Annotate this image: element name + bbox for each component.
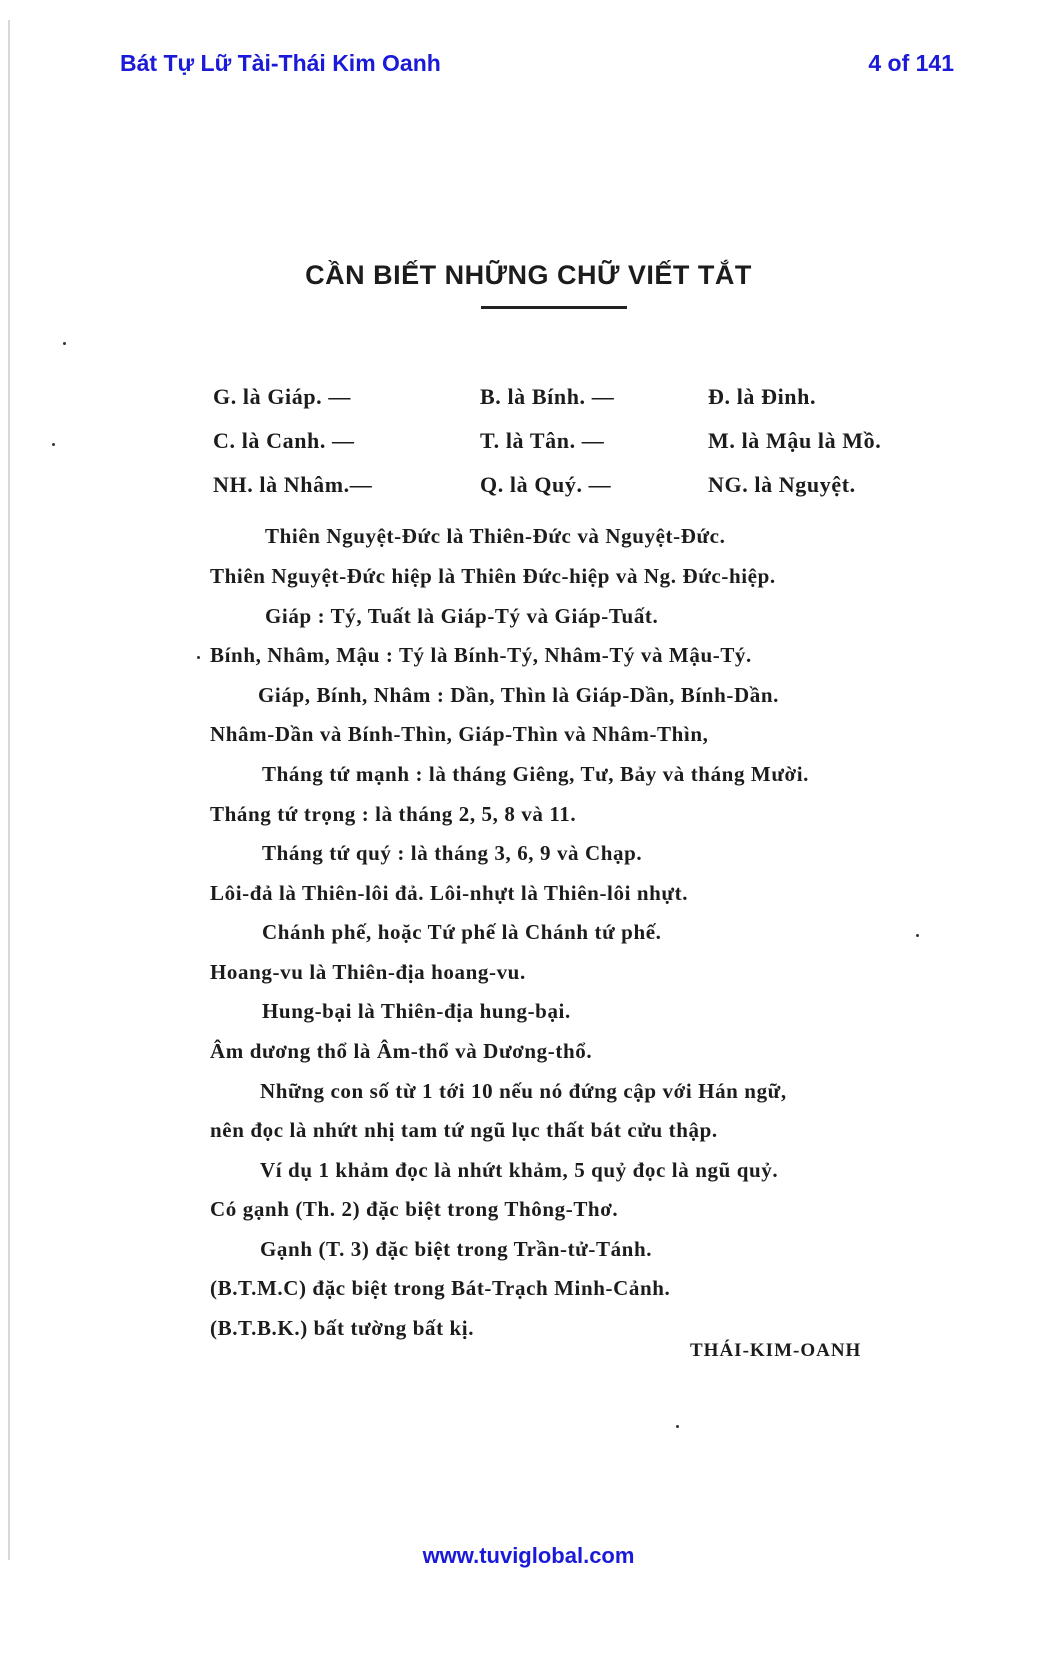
body-line: Tháng tứ trọng : là tháng 2, 5, 8 và 11.	[210, 802, 577, 826]
abbr-canh: C. là Canh. —	[213, 428, 355, 453]
scan-speck	[676, 1425, 679, 1428]
abbr-quy: Q. là Quý. —	[480, 472, 612, 497]
abbr-mau: M. là Mậu là Mồ.	[708, 428, 882, 453]
page-edge-shadow	[8, 20, 10, 1560]
body-line: Thiên Nguyệt-Đức là Thiên-Đức và Nguyệt-Đức.	[265, 524, 726, 548]
abbr-dinh: Đ. là Đinh.	[708, 384, 817, 409]
abbr-binh: B. là Bính. —	[480, 384, 615, 409]
scan-speck	[916, 934, 919, 937]
abbr-tan: T. là Tân. —	[480, 428, 605, 453]
body-line: nên đọc là nhứt nhị tam tứ ngũ lục thất bát cửu thập.	[210, 1118, 718, 1142]
footer-url: www.tuviglobal.com	[422, 1543, 635, 1568]
body-line: Tháng tứ mạnh : là tháng Giêng, Tư, Bảy và tháng Mười.	[262, 762, 810, 786]
body-line: (B.T.B.K.) bất tường bất kị.	[210, 1316, 475, 1340]
body-line: (B.T.M.C) đặc biệt trong Bát-Trạch Minh-Cảnh.	[210, 1276, 671, 1300]
body-line: Lôi-đả là Thiên-lôi đả. Lôi-nhựt là Thiên-lôi nhựt.	[210, 881, 689, 905]
body-line: Tháng tứ quý : là tháng 3, 6, 9 và Chạp.	[262, 841, 643, 865]
body-line: Hoang-vu là Thiên-địa hoang-vu.	[210, 960, 526, 984]
scan-speck	[52, 443, 55, 446]
body-line: Có gạnh (Th. 2) đặc biệt trong Thông-Thơ.	[210, 1197, 619, 1221]
body-line: Bính, Nhâm, Mậu : Tý là Bính-Tý, Nhâm-Tý và Mậu-Tý.	[210, 643, 752, 667]
body-line: Hung-bại là Thiên-địa hung-bại.	[262, 999, 571, 1023]
document-heading: CẦN BIẾT NHỮNG CHỮ VIẾT TẮT	[305, 260, 752, 290]
heading-underline	[481, 306, 627, 309]
scan-speck	[63, 342, 66, 345]
body-line: Giáp : Tý, Tuất là Giáp-Tý và Giáp-Tuất.	[265, 604, 659, 628]
body-line: Nhâm-Dần và Bính-Thìn, Giáp-Thìn và Nhâm-Thìn,	[210, 722, 709, 746]
abbr-nham: NH. là Nhâm.—	[213, 472, 373, 497]
body-line: Những con số từ 1 tới 10 nếu nó đứng cập với Hán ngữ,	[260, 1079, 787, 1103]
body-line: Giáp, Bính, Nhâm : Dần, Thìn là Giáp-Dần, Bính-Dần.	[258, 683, 779, 707]
abbr-giap: G. là Giáp. —	[213, 384, 351, 409]
author-signature: THÁI-KIM-OANH	[690, 1340, 862, 1361]
body-line: Âm dương thổ là Âm-thổ và Dương-thổ.	[210, 1039, 593, 1063]
page-number: 4 of 141	[868, 50, 954, 76]
body-line: Ví dụ 1 khảm đọc là nhứt khảm, 5 quỷ đọc là ngũ quỷ.	[260, 1158, 779, 1182]
body-line: Thiên Nguyệt-Đức hiệp là Thiên Đức-hiệp và Ng. Đức-hiệp.	[210, 564, 776, 588]
scan-speck	[197, 656, 200, 659]
header-title: Bát Tự Lữ Tài-Thái Kim Oanh	[120, 50, 441, 76]
abbr-nguyet: NG. là Nguyệt.	[708, 472, 856, 497]
body-line: Chánh phế, hoặc Tứ phế là Chánh tứ phế.	[262, 920, 662, 944]
body-line: Gạnh (T. 3) đặc biệt trong Trần-tử-Tánh.	[260, 1237, 653, 1261]
